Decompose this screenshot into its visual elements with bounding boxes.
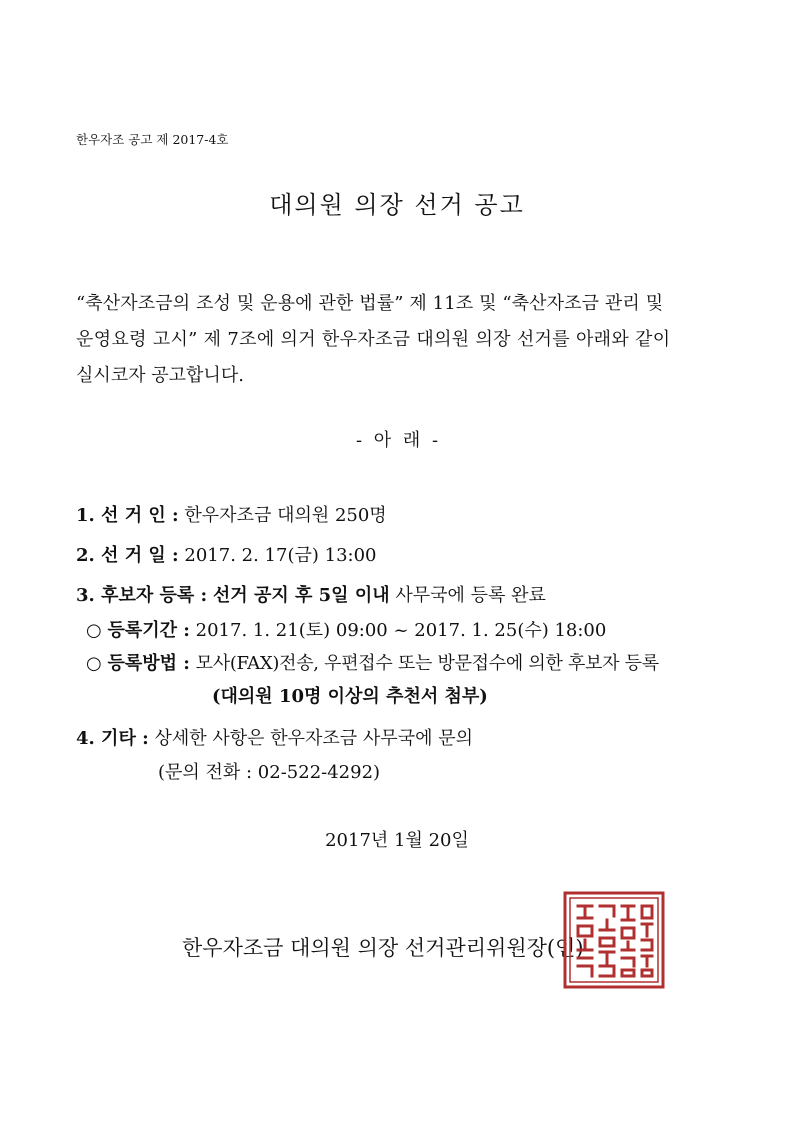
- contact-phone: (문의 전화 : 02-522-4292): [158, 762, 381, 783]
- notice-date: 2017년 1월 20일: [325, 830, 469, 851]
- other-label: 4. 기타 :: [76, 728, 149, 749]
- signature-line: 한우자조금 대의원 의장 선거관리위원장(인): [182, 936, 584, 960]
- method-note: (대의원 10명 이상의 추천서 첨부): [212, 686, 488, 707]
- page-title: 대의원 의장 선거 공고: [269, 191, 525, 219]
- registration-method: [86, 649, 659, 675]
- intro-line-1: “축산자조금의 조성 및 운용에 관한 법률” 제 11조 및 “축산자조금 관리 및: [76, 293, 664, 314]
- registration-period: [86, 616, 606, 642]
- intro-paragraph: [76, 286, 670, 394]
- method-label: 등록방법 :: [107, 653, 190, 674]
- electors-label: 1. 선 거 인 :: [76, 505, 179, 526]
- section-separator: - 아 래 -: [355, 430, 439, 451]
- candidate-value: 사무국에 등록 완료: [395, 585, 546, 606]
- intro-line-2: 운영요령 고시” 제 7조에 의거 한우자조금 대의원 의장 선거를 아래와 같이: [76, 329, 671, 350]
- item-other: [76, 724, 473, 750]
- item-electors: [76, 501, 387, 527]
- item-election-date: [76, 541, 377, 567]
- period-value: 2017. 1. 21(토) 09:00 ~ 2017. 1. 25(수) 18:00: [195, 620, 607, 641]
- candidate-deadline: 선거 공지 후 5일 이내: [212, 585, 390, 606]
- election-date-label: 2. 선 거 일 :: [76, 545, 179, 566]
- notice-number: 한우자조 공고 제 2017-4호: [76, 132, 229, 147]
- period-label: 등록기간 :: [107, 620, 190, 641]
- election-date-value: 2017. 2. 17(금) 13:00: [184, 545, 377, 566]
- item-candidate: [76, 581, 546, 607]
- period-bullet-icon: ○: [86, 620, 102, 641]
- method-bullet-icon: ○: [86, 653, 102, 674]
- electors-value: 한우자조금 대의원 250명: [184, 505, 387, 526]
- method-value: 모사(FAX)전송, 우편접수 또는 방문접수에 의한 후보자 등록: [195, 653, 659, 674]
- official-seal-icon: [562, 890, 666, 990]
- candidate-label: 3. 후보자 등록 :: [76, 585, 208, 606]
- intro-line-3: 실시코자 공고합니다.: [76, 365, 244, 386]
- other-value: 상세한 사항은 한우자조금 사무국에 문의: [154, 728, 473, 749]
